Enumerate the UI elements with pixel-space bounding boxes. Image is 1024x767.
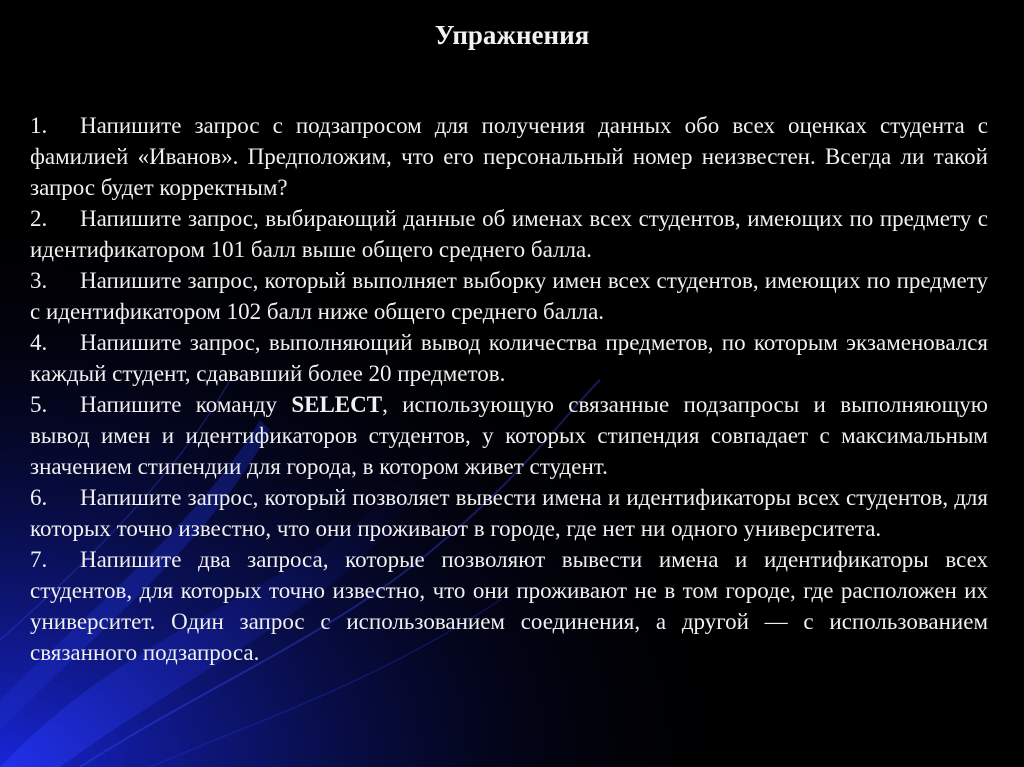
exercise-number: 3. bbox=[30, 268, 48, 293]
exercise-number: 6. bbox=[30, 485, 48, 510]
exercise-text: Напишите запрос, который выполняет выборку имен всех студентов, имеющих по предмету с идентификатором 102 балл ниже общего среднего балла. bbox=[30, 268, 988, 324]
exercise-item bbox=[30, 544, 988, 668]
exercise-item bbox=[30, 389, 988, 482]
exercise-item bbox=[30, 265, 988, 327]
exercise-item bbox=[30, 327, 988, 389]
slide-title: Упражнения bbox=[434, 20, 590, 50]
exercise-text-after: , использующую связанные подзапросы и выполняющую вывод имен и идентификаторов студентов, у которых стипендия совпадает с максимальным значением стипендии для города, в котором живет студент. bbox=[30, 392, 988, 479]
exercise-number: 7. bbox=[30, 547, 48, 572]
exercise-text: Напишите запрос с подзапросом для получения данных обо всех оценках студента с фамилией «Иванов». Предположим, что его персональный номер неизвестен. Всегда ли такой запрос будет корректным? bbox=[30, 113, 988, 200]
exercise-item bbox=[30, 110, 988, 203]
exercise-text: Напишите два запроса, которые позволяют вывести имена и идентификаторы всех студентов, для которых точно известно, что они проживают не в том городе, где расположен их университет. Один запрос с использованием соединения, а другой — с использованием связанного подзапроса. bbox=[30, 547, 988, 665]
exercise-text: Напишите запрос, который позволяет вывести имена и идентификаторы всех студентов, для которых точно известно, что они проживают в городе, где нет ни одного университета. bbox=[30, 485, 988, 541]
exercise-number: 5. bbox=[30, 392, 48, 417]
sql-keyword: SELECT bbox=[291, 392, 383, 417]
exercise-number: 4. bbox=[30, 330, 48, 355]
exercise-text: Напишите запрос, выбирающий данные об именах всех студентов, имеющих по предмету с идентификатором 101 балл выше общего среднего балла. bbox=[30, 206, 988, 262]
exercise-text-before: Напишите команду bbox=[80, 392, 292, 417]
exercise-text: Напишите запрос, выполняющий вывод количества предметов, по которым экзаменовался каждый студент, сдававший более 20 предметов. bbox=[30, 330, 988, 386]
exercise-number: 1. bbox=[30, 113, 48, 138]
exercise-item bbox=[30, 203, 988, 265]
exercise-list bbox=[30, 110, 988, 668]
exercise-item bbox=[30, 482, 988, 544]
exercise-number: 2. bbox=[30, 206, 48, 231]
